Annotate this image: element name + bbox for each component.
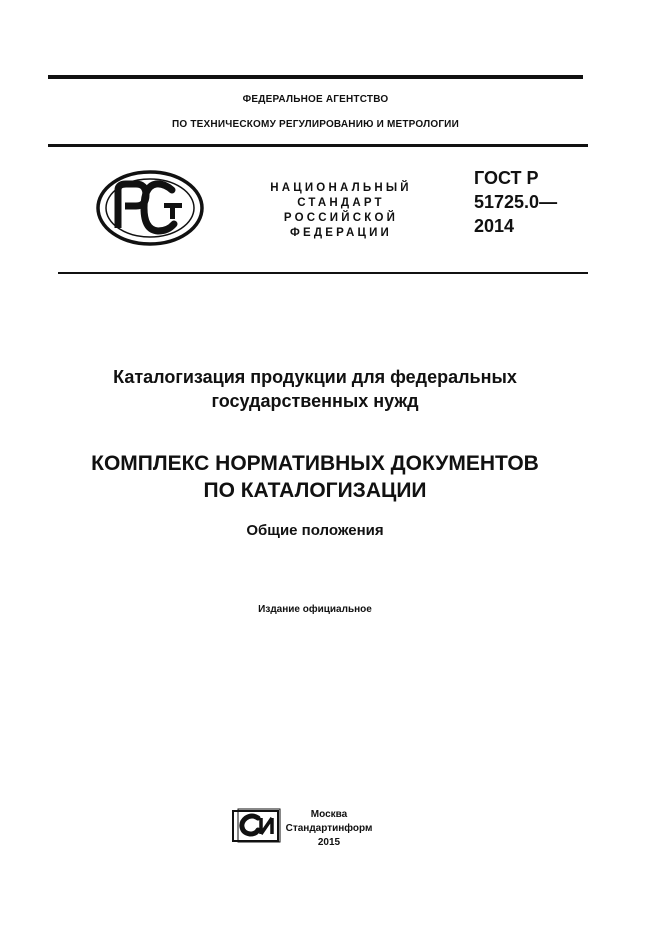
header-rule [48,144,588,147]
edition-label: Издание официальное [258,604,372,615]
national-line: НАЦИОНАЛЬНЫЙ [270,182,412,194]
national-line: СТАНДАРТ [297,197,385,209]
gost-line: ГОСТ Р [474,168,539,188]
gost-line: 2014 [474,216,515,236]
publisher-city: Москва [310,809,348,820]
document-subtitle [40,365,590,413]
agency-line-1: ФЕДЕРАЛЬНОЕ АГЕНТСТВО [242,94,389,105]
national-line: РОССИЙСКОЙ [283,212,399,224]
top-rule [48,75,583,79]
part-title: Общие положения [246,522,384,539]
subtitle-line: государственных нужд [211,391,419,411]
title-line: КОМПЛЕКС НОРМАТИВНЫХ ДОКУМЕНТОВ [91,452,539,475]
gost-line: 51725.0— [474,192,558,212]
national-standard-label [256,181,426,241]
subtitle-line: Каталогизация продукции для федеральных [113,367,517,387]
title-line: ПО КАТАЛОГИЗАЦИИ [203,479,427,502]
standartinform-logo-icon [232,808,282,844]
national-line: ФЕДЕРАЦИИ [289,227,393,239]
standard-designation [474,166,557,238]
gost-r-emblem-icon [96,170,204,246]
publisher-block [284,808,374,850]
agency-line-2: ПО ТЕХНИЧЕСКОМУ РЕГУЛИРОВАНИЮ И МЕТРОЛОГИИ [172,119,459,130]
publication-year: 2015 [317,837,341,848]
publisher-name: Стандартинформ [285,823,373,834]
header-bottom-rule [58,272,588,274]
document-title [30,450,600,504]
